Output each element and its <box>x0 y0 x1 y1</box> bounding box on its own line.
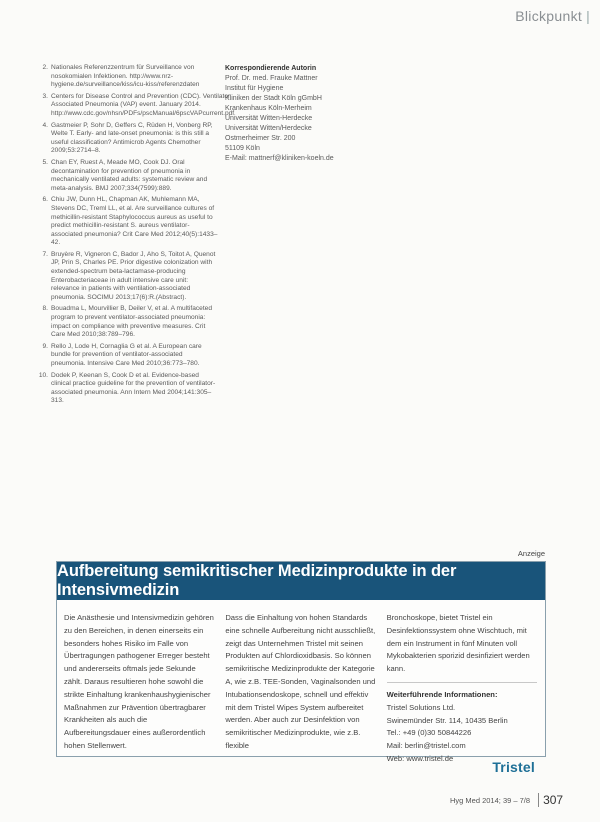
journal-citation: Hyg Med 2014; 39 – 7/8 <box>450 795 531 805</box>
contact-title: Weiterführende Informationen: <box>386 689 498 699</box>
company-phone: Tel.: +49 (0)30 50844226 <box>386 728 472 738</box>
reference-text: Dodek P, Keenan S, Cook D et al. Evidence-based clinical practice guideline for the prevention of ventilator-associated pneumonia. Ann Intern Med 2004;141:305–313. <box>51 371 216 405</box>
email-link[interactable]: E-Mail: mattnerf@kliniken-koeln.de <box>225 155 334 162</box>
reference-item <box>38 251 218 303</box>
reference-item <box>38 122 218 156</box>
reference-item <box>38 305 218 339</box>
reference-text: Bouadma L, Mourvillier B, Deiler V, et al. A multifaceted program to prevent ventilator-associated pneumonia: impact on compliance with preventive measures. Crit Care Med 2010;38:789–796. <box>51 305 213 339</box>
reference-item <box>38 343 218 369</box>
reference-list <box>38 64 235 409</box>
reference-text: Chan EY, Ruest A, Meade MO, Cook DJ. Oral decontamination for prevention of pneumonia in mechanically ventilated adults: systematic review and meta-analysis. BMJ 2007;334(7599):889. <box>51 158 208 192</box>
author-name: Prof. Dr. med. Frauke Mattner <box>225 75 318 82</box>
institute-line: Institut für Hygiene <box>225 85 284 92</box>
reference-item <box>38 159 218 193</box>
tristel-logo: Tristel <box>492 758 535 775</box>
correspondence-title: Korrespondierende Autorin <box>225 65 317 72</box>
reference-number: 4. <box>42 121 48 129</box>
section-title: Blickpunkt <box>515 8 583 24</box>
ad-label: Anzeige <box>517 549 545 558</box>
ad-column-3 <box>386 612 537 775</box>
company-email[interactable]: Mail: berlin@tristel.com <box>386 741 466 751</box>
reference-item <box>38 196 218 248</box>
address-line: Ostmerheimer Str. 200 <box>225 135 296 142</box>
ad-divider <box>387 682 537 683</box>
institute-line: Kliniken der Stadt Köln gGmbH <box>225 95 322 102</box>
ad-banner <box>57 562 545 600</box>
divider-bar: | <box>586 8 590 24</box>
reference-number: 9. <box>42 342 48 350</box>
advertisement-box <box>56 561 546 775</box>
reference-text: Gastmeier P, Sohr D, Geffers C, Rüden H, Vonberg RP, Welte T. Early- and late-onset pneumonia: is this still a useful classification? Antimicrob Agents Chemother 2009;53:2714–8. <box>51 121 213 155</box>
institute-line: Krankenhaus Köln-Merheim <box>225 105 312 112</box>
address-line: 51109 Köln <box>225 145 260 152</box>
reference-item <box>38 64 218 90</box>
institute-line: Universität Witten/Herdecke <box>225 125 312 132</box>
reference-number: 2. <box>42 64 48 71</box>
reference-item <box>38 372 218 406</box>
reference-number: 6. <box>42 196 48 204</box>
institute-line: Universität Witten-Herdecke <box>225 115 313 122</box>
section-header <box>515 8 590 24</box>
reference-text: Bruyère R, Vigneron C, Bador J, Aho S, Toitot A, Quenot JP, Prin S, Charles PE. Prior digestive colonization with extended-spectrum beta-lactamase-producing Enterobacteriaceae in adult intensive care unit: relevance in patients with ventilation-associated pneumonia. SOCIMU 2013;17(6):R.(Abstract). <box>51 250 216 301</box>
company-address: Swinemünder Str. 114, 10435 Berlin <box>386 715 508 725</box>
company-website[interactable]: Web: www.tristel.de <box>386 753 454 763</box>
reference-number: 8. <box>42 305 48 313</box>
company-name: Tristel Solutions Ltd. <box>386 702 456 712</box>
reference-number: 10. <box>38 371 48 379</box>
reference-text: Chiu JW, Dunn HL, Chapman AK, Muhlemann MA, Stevens DC, Treml LL, et al. Are surveillance cultures of methicillin-resistant Staphylococcus aureus as useful to predict methicillin-resistant S. aureus ventilator-associated pneumonia? Crit Care Med 2012;40(5):1433–42. <box>51 196 218 247</box>
ad-columns <box>57 600 545 775</box>
ad-column-3-text: Bronchoskope, bietet Tristel ein Desinfektionssystem ohne Wischtuch, mit dem ein Instrument in fünf Minuten voll Mykobakterien sporizid desinfiziert werden kann. <box>386 613 530 674</box>
ad-column-1: Die Anästhesie und Intensivmedizin gehören zu den Bereichen, in denen einerseits ein besonders hohes Risiko im Falle von Übertragungen pathogener Erreger besteht und andererseits oftmals jede Sekunde zählt. Daraus resultieren hohe sowohl die strikte Einhaltung krankenhaushygienischer Maßnahmen zur Prävention übertragbarer Krankheiten als auch die Aufbereitungsdauer eines außerordentlich hohen Stellenwert. <box>64 613 214 750</box>
reference-number: 3. <box>42 92 48 100</box>
page-number: 307 <box>538 793 563 807</box>
reference-text: Nationales Referenzzentrum für Surveillance von nosokomialen Infektionen. http://www.nrz-hygiene.de/surveillance/kiss/icu-kiss/referenzdaten <box>51 64 200 89</box>
reference-text: Rello J, Lode H, Cornaglia G et al. A European care bundle for prevention of ventilator-associated pneumonia. Intensive Care Med 2010;36:773–780. <box>51 342 202 367</box>
reference-number: 7. <box>42 250 48 258</box>
reference-text: Centers for Disease Control and Prevention (CDC). Ventilator Associated Pneumonia (VAP) event. January 2014. http://www.cdc.gov/nhsn/PDFs/pscManual/6pscVAPcurrent.pdf <box>51 92 235 117</box>
reference-number: 5. <box>42 158 48 166</box>
ad-column-2: Dass die Einhaltung von hohen Standards eine schnelle Aufbereitung nicht ausschließt, zeigt das Unternehmen Tristel mit seinen Produkten auf Chlordioxidbasis. So können semikritische Medizinprodukte der Kategorie A, wie z.B. TEE-Sonden, Vaginalsonden und Intubationsendoskope, schnell und effektiv mit dem Tristel Wipes System aufbereitet werden. Aber auch zur Desinfektion von semikritischer Medizinprodukte, wie z.B. flexible <box>225 613 376 750</box>
correspondence-block <box>225 64 395 164</box>
reference-item <box>38 92 235 119</box>
page-footer <box>450 793 563 807</box>
ad-title: Aufbereitung semikritischer Medizinprodukte in der Intensivmedizin <box>57 562 457 599</box>
